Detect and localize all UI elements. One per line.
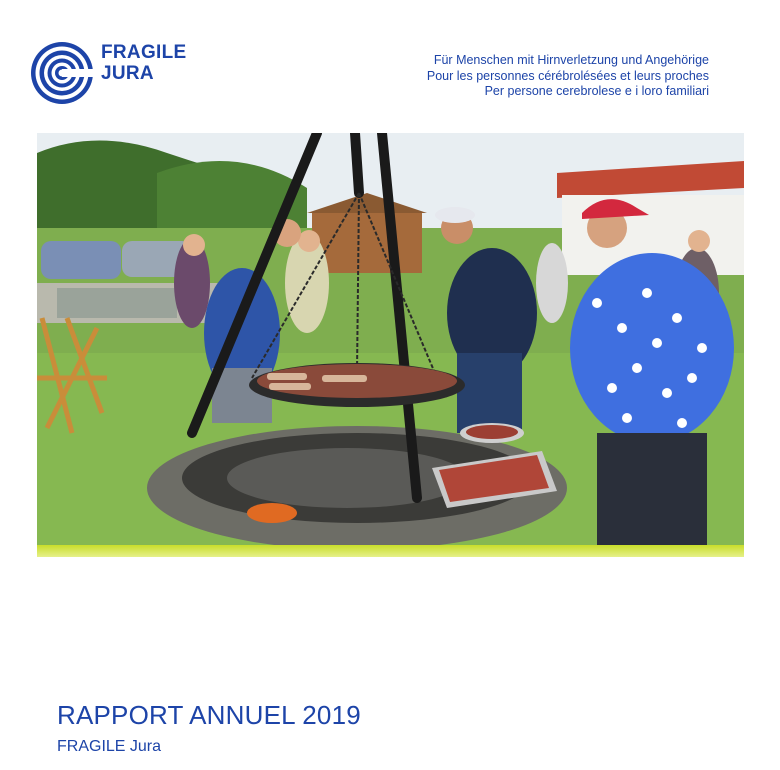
brand-line-1: FRAGILE: [101, 42, 187, 63]
concentric-circles-logo-icon: [29, 40, 95, 106]
barbecue-photo: [37, 133, 744, 545]
report-subtitle: FRAGILE Jura: [57, 738, 162, 755]
brand-name: [101, 42, 187, 84]
report-title: RAPPORT ANNUEL 2019: [57, 700, 361, 730]
barbecue-photo-drawing: [37, 133, 744, 545]
brand-line-2: JURA: [101, 63, 154, 84]
tagline: [427, 53, 709, 100]
tagline-german: Für Menschen mit Hirnverletzung und Angehörige: [433, 53, 709, 67]
accent-bar: [37, 545, 744, 557]
tagline-french: Pour les personnes cérébrolésées et leurs proches: [426, 68, 709, 83]
tagline-italian: Per persone cerebrolese e i loro familiari: [484, 84, 709, 98]
